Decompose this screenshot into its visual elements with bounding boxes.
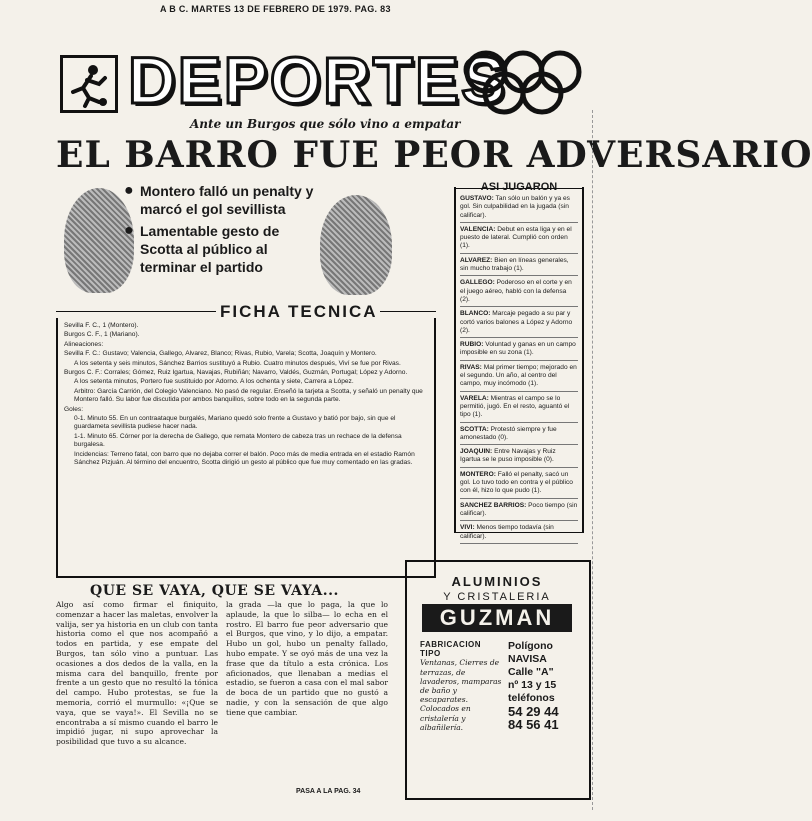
ad-address (508, 640, 588, 731)
main-headline: EL BARRO FUE PEOR ADVERSARIO (56, 134, 812, 176)
ficha-tecnica-box (56, 318, 436, 578)
section-headline: QUE SE VAYA, QUE SE VAYA... (90, 583, 339, 599)
ficha-line: Burgos C. F.: Corrales; Gómez, Ruiz Igartua, Navajas, Rubiñán; Navarro, Valdés, Guzmán, Portugal; López y Adorno. (64, 369, 408, 377)
ad-brand: GUZMAN (422, 604, 572, 632)
player-rating: BLANCO: Marcaje pegado a su par y cortó varios balones a López y Adorno (2). (460, 310, 578, 338)
ficha-line: A los setenta y seis minutos, Sánchez Barrios sustituyó a Rubio. Cuatro minutos después, Viví se fue por Rivas. (74, 359, 401, 367)
ficha-line: Arbitro: García Carrión, del Colegio Valenciano. No pasó de regular. Enseñó la tarjeta a Scotta, y señaló un penalty que Montero falló. Su labor fue discutida por ambos banquillos, sobre todo en la segunda parte. (74, 387, 423, 404)
ad-address-line: NAVISA (508, 653, 547, 665)
ad-subtitle: Y CRISTALERIA (443, 591, 551, 603)
bullet-text: Lamentable gesto de Scotta al público al terminar el partido (140, 223, 280, 275)
ad-products-heading: FABRICACION TIPO (420, 640, 482, 659)
column-divider (592, 110, 593, 810)
ficha-line: Sevilla F. C.: Gustavo; Valencia, Gallego, Alvarez, Blanco; Rivas, Rubio, Varela; Scotta, Joaquín y Montero. (64, 350, 377, 358)
ad-products-line: Colocados en cristalería y albañilería. (420, 704, 471, 732)
ficha-line: A los setenta minutos, Portero fue sustituido por Adorno. A los ochenta y siete, Carrera a López. (74, 378, 354, 386)
sports-logo-icon (60, 55, 118, 113)
player-photo-left (64, 188, 134, 293)
player-rating: MONTERO: Falló el penalty, sacó un gol. Lo tuvo todo en contra y el público con él, hizo lo que pudo (1). (460, 471, 578, 499)
ad-title: ALUMINIOS (451, 574, 543, 589)
bullet-text: Montero falló un penalty y marcó el gol sevillista (140, 183, 314, 217)
ad-products (420, 640, 502, 732)
ad-address-line: Calle "A" (508, 666, 554, 678)
player-rating: VARELA: Mientras el campo se lo permitió, jugó. En el resto, aguantó el tipo (1). (460, 395, 578, 423)
ad-address-line: Polígono (508, 640, 553, 652)
player-rating: SANCHEZ BARRIOS: Poco tiempo (sin calificar). (460, 502, 578, 522)
ad-address-line: nº 13 y 15 (508, 679, 557, 691)
player-rating: GALLEGO: Poderoso en el corte y en el juego aéreo, habló con la defensa (2). (460, 279, 578, 307)
dateline: A B C. MARTES 13 DE FEBRERO DE 1979. PAG. 83 (160, 4, 391, 14)
player-photo-right (320, 195, 392, 295)
ad-products-line: Ventanas, Cierres de terrazas, de lavaderos, mamparas de baño y escaparates. (420, 658, 502, 705)
bullet-item: ● Lamentable gesto de Scotta al público al terminar el partido (124, 222, 280, 275)
ad-address-line: teléfonos (508, 692, 555, 704)
ficha-line: Goles: (64, 405, 84, 413)
ficha-line: 0-1. Minuto 55. En un contraataque burgalés, Mariano quedó solo frente a Gustavo y batió por bajo, sin que el guardameta sevillista pudiese hacer nada. (74, 415, 396, 431)
asi-jugaron-box (454, 187, 584, 540)
player-rating: VIVI: Menos tiempo todavía (sin calificar). (460, 524, 578, 544)
ficha-line: Incidencias: Terreno fatal, con barro que no dejaba correr el balón. Poco más de media entrada en el estadio Ramón Sánchez Pizjuán. Al término del encuentro, Scotta dirigió un gesto al público que fue muy comentado en las gradas. (74, 450, 415, 467)
ficha-line: Burgos C. F., 1 (Mariano). (64, 331, 140, 339)
player-rating: RUBIO: Voluntad y ganas en un campo imposible en su zona (1). (460, 341, 578, 361)
asi-jugaron-title: ASI JUGARON (454, 181, 584, 193)
continued-note: PASA A LA PAG. 34 (296, 788, 361, 795)
bullet-item: ● Montero falló un penalty y marcó el gol sevillista (124, 182, 314, 217)
ficha-title: FICHA TECNICA (220, 302, 378, 321)
player-rating: RIVAS: Mal primer tiempo; mejorado en el segundo. Un año, al centro del campo, muy incómodo (1). (460, 364, 578, 392)
ad-phone: 54 29 44 (508, 704, 559, 719)
ficha-line: 1-1. Minuto 65. Córner por la derecha de Gallego, que remata Montero de cabeza tras un rechace de la defensa burgalesa. (74, 432, 402, 449)
player-rating: SCOTTA: Protestó siempre y fue amonestado (0). (460, 426, 578, 446)
article-column-1: Algo así como firmar el finiquito, comenzar a hacer las maletas, envolver la valija, ser ya historia en un club con tanta historia como el que nos acompañó a todos en partida, y ese empate del Burgos, tan sólo vino a puntuar. Las ocasiones a dos dedos de la valla, en la misma cara del banquillo, frente por frente a un gesto que no resultó la tónica del campo. Hubo protestas, se fue la memoria, corrió el murmullo: «¡Que se vaya, que se vaya!». El Sevilla no se encontraba a sí mismo cuando el barro le impidió jugar, ni supo aprovechar la posibilidad que tuvo a su alcance. (56, 600, 218, 747)
player-rating: VALENCIA: Debut en esta liga y en el puesto de lateral. Cumplió con orden (1). (460, 226, 578, 254)
section-masthead: DEPORTES (128, 43, 508, 117)
article-column-2: la grada —la que lo paga, la que lo aplaude, la que lo silba— lo echa en el rostro. El barro fue peor adversario que el Burgos, que vino, y lo dijo, a empatar. Hubo un gol, hubo un penalty fallado, hubo empate. Y se oyó más de una vez la frase que da título a esta crónica. Los aficionados, que llenaban a medias el estadio, se fueron a casa con el mal sabor de boca de un partido que no gustó a nadie, y con la sensación de que algo tiene que cambiar. (226, 600, 388, 717)
summary-bullets (124, 182, 320, 280)
player-rating: JOAQUIN: Entre Navajas y Ruiz Igartua se le puso imposible (0). (460, 448, 578, 468)
player-rating: ALVAREZ: Bien en líneas generales, sin mucho trabajo (1). (460, 257, 578, 277)
ficha-line: Sevilla F. C., 1 (Montero). (64, 322, 139, 329)
ad-phone: 84 56 41 (508, 717, 559, 732)
ficha-line: Alineaciones: (64, 340, 104, 348)
olympic-rings-icon (462, 48, 584, 118)
player-rating: GUSTAVO: Tan sólo un balón y ya es gol. Sin culpabilidad en la jugada (sin calificar). (460, 195, 578, 223)
kicker: Ante un Burgos que sólo vino a empatar (190, 117, 461, 131)
